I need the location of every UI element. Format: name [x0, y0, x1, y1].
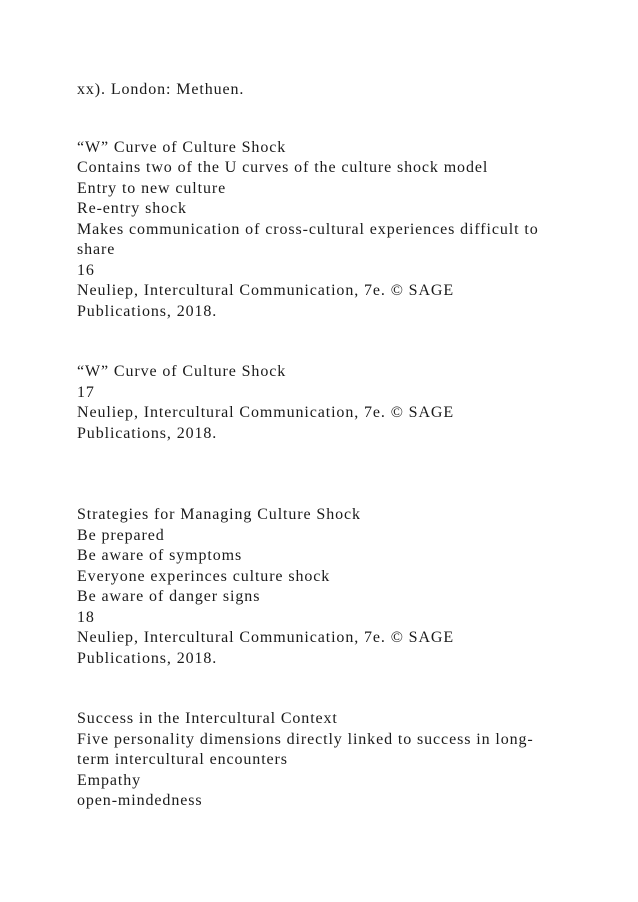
- slide-18-bullet: Be aware of symptoms: [77, 547, 243, 564]
- slide-citation: Neuliep, Intercultural Communication, 7e. © SAGE: [77, 282, 455, 299]
- slide-16-bullet: Entry to new culture: [77, 180, 227, 197]
- slide-19-bullet: open-mindedness: [77, 792, 203, 809]
- slide-citation: Neuliep, Intercultural Communication, 7e. © SAGE: [77, 629, 455, 646]
- slide-18-bullet: Everyone experinces culture shock: [77, 568, 331, 585]
- slide-citation-cont: Publications, 2018.: [77, 650, 218, 667]
- slide-18-bullet: Be prepared: [77, 527, 165, 544]
- slide-18-bullet: Be aware of danger signs: [77, 588, 261, 605]
- slide-16-bullet: Contains two of the U curves of the culture shock model: [77, 159, 489, 176]
- slide-19-bullet: Five personality dimensions directly linked to success in long-: [77, 731, 534, 748]
- slide-number: 17: [77, 384, 95, 401]
- slide-17-title: “W” Curve of Culture Shock: [77, 363, 287, 380]
- slide-citation: Neuliep, Intercultural Communication, 7e. © SAGE: [77, 404, 455, 421]
- slide-19-title: Success in the Intercultural Context: [77, 710, 338, 727]
- slide-citation-cont: Publications, 2018.: [77, 303, 218, 320]
- slide-16-bullet: Makes communication of cross-cultural experiences difficult to: [77, 221, 539, 238]
- slide-19-bullet: Empathy: [77, 772, 142, 789]
- slide-16-bullet: Re-entry shock: [77, 200, 187, 217]
- slide-19-bullet-cont: term intercultural encounters: [77, 751, 288, 768]
- slide-citation-cont: Publications, 2018.: [77, 425, 218, 442]
- slide-16-bullet-cont: share: [77, 241, 116, 258]
- slide-number: 18: [77, 609, 95, 626]
- slide-16-title: “W” Curve of Culture Shock: [77, 139, 287, 156]
- slide-18-title: Strategies for Managing Culture Shock: [77, 506, 361, 523]
- slide-number: 16: [77, 262, 95, 279]
- reference-continuation: xx). London: Methuen.: [77, 81, 245, 98]
